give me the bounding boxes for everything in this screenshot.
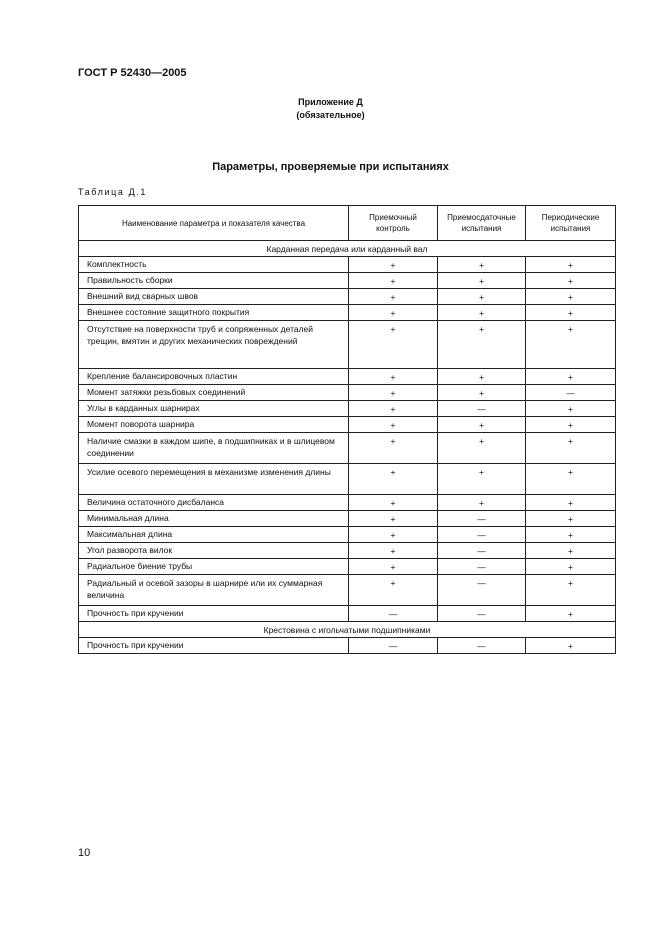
table-caption: Таблица Д.1 <box>78 187 147 197</box>
periodic-tests-cell: + <box>526 273 616 289</box>
parameter-name-cell: Крепление балансировочных пластин <box>79 369 349 385</box>
acceptance-control-cell: + <box>349 495 438 511</box>
parameter-name-cell: Прочность при кручении <box>79 638 349 654</box>
periodic-tests-cell: — <box>526 385 616 401</box>
acceptance-tests-cell: — <box>438 638 526 654</box>
table-row <box>79 575 616 606</box>
page-number: 10 <box>78 847 91 859</box>
parameter-name-cell: Радиальное биение трубы <box>79 559 349 575</box>
acceptance-tests-cell: + <box>438 273 526 289</box>
appendix-heading <box>0 96 661 122</box>
section-title: Крестовина с игольчатыми подшипниками <box>79 622 616 638</box>
acceptance-tests-cell: — <box>438 543 526 559</box>
table-row <box>79 417 616 433</box>
acceptance-tests-cell: — <box>438 511 526 527</box>
table-row <box>79 257 616 273</box>
parameter-name-cell: Правильность сборки <box>79 273 349 289</box>
acceptance-tests-cell: — <box>438 606 526 622</box>
section-row <box>79 241 616 257</box>
periodic-tests-cell: + <box>526 511 616 527</box>
periodic-tests-cell: + <box>526 321 616 369</box>
periodic-tests-cell: + <box>526 257 616 273</box>
acceptance-control-cell: + <box>349 385 438 401</box>
acceptance-control-cell: + <box>349 511 438 527</box>
parameter-name-cell: Момент поворота шарнира <box>79 417 349 433</box>
column-header-acceptance-tests: Приемосдаточные испытания <box>438 206 526 241</box>
periodic-tests-cell: + <box>526 305 616 321</box>
acceptance-control-cell: + <box>349 305 438 321</box>
periodic-tests-cell: + <box>526 575 616 606</box>
parameter-name-cell: Момент затяжки резьбовых соединений <box>79 385 349 401</box>
table-row <box>79 273 616 289</box>
acceptance-control-cell: + <box>349 289 438 305</box>
periodic-tests-cell: + <box>526 369 616 385</box>
periodic-tests-cell: + <box>526 417 616 433</box>
periodic-tests-cell: + <box>526 527 616 543</box>
acceptance-tests-cell: — <box>438 401 526 417</box>
acceptance-control-cell: + <box>349 369 438 385</box>
acceptance-tests-cell: + <box>438 464 526 495</box>
section-row <box>79 622 616 638</box>
parameter-name-cell: Усилие осевого перемещения в механизме изменения длины <box>79 464 349 495</box>
periodic-tests-cell: + <box>526 289 616 305</box>
appendix-status: (обязательное) <box>296 110 365 120</box>
acceptance-control-cell: + <box>349 321 438 369</box>
table-row <box>79 321 616 369</box>
table-row <box>79 289 616 305</box>
section-title: Карданная передача или карданный вал <box>79 241 616 257</box>
table-row <box>79 401 616 417</box>
acceptance-control-cell: + <box>349 464 438 495</box>
acceptance-control-cell: + <box>349 543 438 559</box>
table-row <box>79 527 616 543</box>
parameter-name-cell: Комплектность <box>79 257 349 273</box>
column-header-acceptance-control: Приемочный контроль <box>349 206 438 241</box>
parameter-name-cell: Внешнее состояние защитного покрытия <box>79 305 349 321</box>
acceptance-tests-cell: + <box>438 305 526 321</box>
column-header-periodic-tests: Периодические испытания <box>526 206 616 241</box>
acceptance-tests-cell: + <box>438 385 526 401</box>
table-row <box>79 638 616 654</box>
parameter-name-cell: Прочность при кручении <box>79 606 349 622</box>
acceptance-tests-cell: + <box>438 417 526 433</box>
periodic-tests-cell: + <box>526 638 616 654</box>
acceptance-control-cell: + <box>349 273 438 289</box>
acceptance-tests-cell: + <box>438 495 526 511</box>
acceptance-tests-cell: + <box>438 433 526 464</box>
appendix-label: Приложение Д <box>298 97 363 107</box>
acceptance-tests-cell: + <box>438 257 526 273</box>
parameter-name-cell: Отсутствие на поверхности труб и сопряженных деталей трещин, вмятин и других механических повреждений <box>79 321 349 369</box>
table-row <box>79 464 616 495</box>
parameters-table <box>78 205 616 654</box>
table-row <box>79 543 616 559</box>
parameter-name-cell: Угол разворота вилок <box>79 543 349 559</box>
table-row <box>79 495 616 511</box>
acceptance-control-cell: + <box>349 433 438 464</box>
parameter-name-cell: Минимальная длина <box>79 511 349 527</box>
page-title: Параметры, проверяемые при испытаниях <box>212 161 449 173</box>
table-row <box>79 385 616 401</box>
periodic-tests-cell: + <box>526 401 616 417</box>
table-row <box>79 606 616 622</box>
parameter-name-cell: Радиальный и осевой зазоры в шарнире или их суммарная величина <box>79 575 349 606</box>
acceptance-control-cell: + <box>349 575 438 606</box>
periodic-tests-cell: + <box>526 464 616 495</box>
parameter-name-cell: Углы в карданных шарнирах <box>79 401 349 417</box>
column-header-parameter: Наименование параметра и показателя качества <box>79 206 349 241</box>
acceptance-tests-cell: + <box>438 289 526 305</box>
parameter-name-cell: Максимальная длина <box>79 527 349 543</box>
table-row <box>79 369 616 385</box>
table-header-row <box>79 206 616 241</box>
parameter-name-cell: Величина остаточного дисбаланса <box>79 495 349 511</box>
periodic-tests-cell: + <box>526 433 616 464</box>
acceptance-tests-cell: + <box>438 321 526 369</box>
parameter-name-cell: Внешний вид сварных швов <box>79 289 349 305</box>
acceptance-tests-cell: — <box>438 575 526 606</box>
table-row <box>79 305 616 321</box>
periodic-tests-cell: + <box>526 495 616 511</box>
acceptance-tests-cell: — <box>438 559 526 575</box>
table-row <box>79 511 616 527</box>
document-code: ГОСТ Р 52430—2005 <box>78 67 187 79</box>
acceptance-tests-cell: — <box>438 527 526 543</box>
acceptance-tests-cell: + <box>438 369 526 385</box>
acceptance-control-cell: — <box>349 638 438 654</box>
acceptance-control-cell: + <box>349 417 438 433</box>
parameter-name-cell: Наличие смазки в каждом шипе, в подшипниках и в шлицевом соединении <box>79 433 349 464</box>
periodic-tests-cell: + <box>526 543 616 559</box>
table-row <box>79 559 616 575</box>
acceptance-control-cell: + <box>349 257 438 273</box>
acceptance-control-cell: — <box>349 606 438 622</box>
acceptance-control-cell: + <box>349 559 438 575</box>
periodic-tests-cell: + <box>526 559 616 575</box>
acceptance-control-cell: + <box>349 401 438 417</box>
table-row <box>79 433 616 464</box>
periodic-tests-cell: + <box>526 606 616 622</box>
acceptance-control-cell: + <box>349 527 438 543</box>
